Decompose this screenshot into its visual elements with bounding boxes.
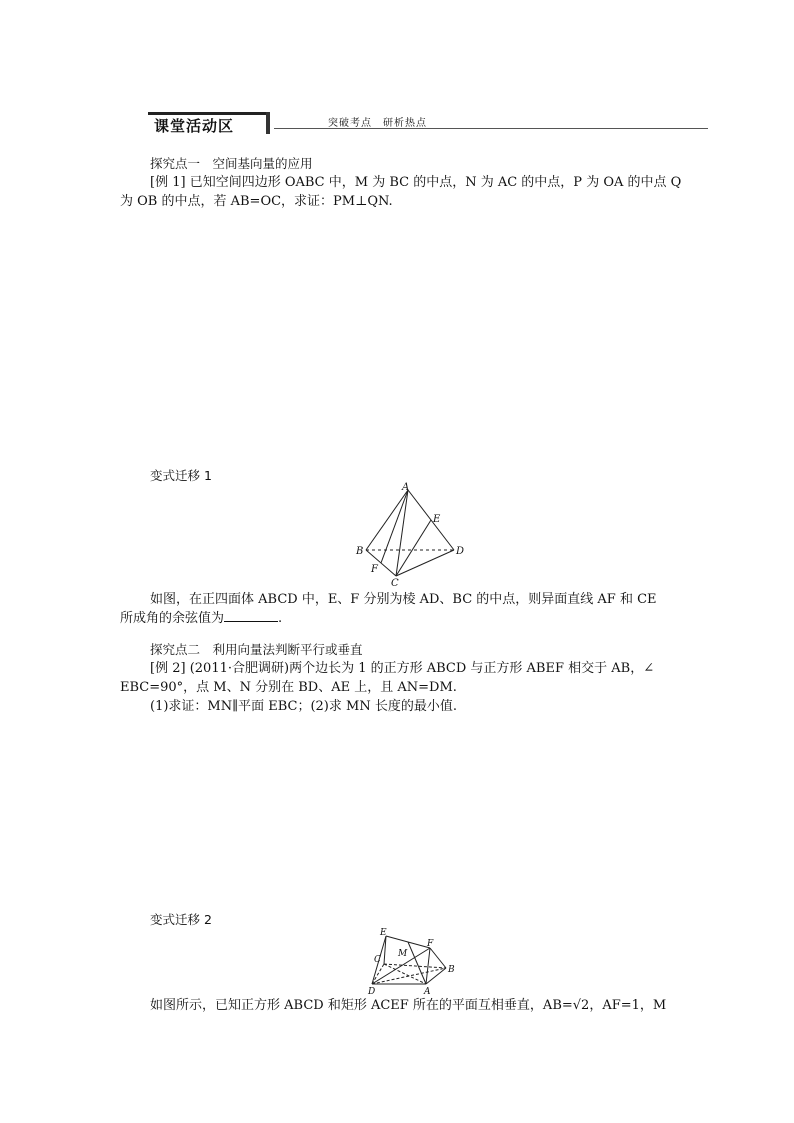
segment-ca (384, 964, 426, 984)
example1-text: 已知空间四边形 OABC 中，M 为 BC 的中点，N 为 AC 的中点，P 为 OA 的中点 Q (189, 175, 682, 190)
edge-ac (396, 490, 408, 576)
example1-line2: 为 OB 的中点，若 AB=OC，求证：PM⊥QN. (120, 194, 393, 209)
tetrahedron-figure (350, 482, 470, 586)
label-b: B (356, 546, 364, 557)
section1-title: 探究点一 空间基向量的应用 (150, 156, 313, 171)
variant1-line2-end: . (278, 611, 283, 626)
label-c: C (374, 955, 381, 965)
header-subtitle: 突破考点 研析热点 (328, 118, 427, 129)
variant2-title: 变式迁移 2 (150, 912, 212, 927)
edge-ab (366, 490, 408, 550)
edge-fa (426, 948, 430, 984)
variant1-title: 变式迁移 1 (150, 468, 212, 483)
header-title: 课堂活动区 (148, 112, 266, 134)
example2-tag: [例 2] (150, 661, 186, 676)
segment-ce (396, 520, 431, 576)
prism-figure (364, 926, 460, 996)
example1-line1 (150, 173, 681, 193)
label-b: B (448, 965, 455, 975)
example1-tag: [例 1] (150, 175, 186, 190)
segment-af (381, 490, 408, 563)
segment-db (372, 968, 446, 984)
label-c: C (391, 578, 399, 586)
label-d: D (456, 546, 465, 557)
example2-text: (2011·合肥调研)两个边长为 1 的正方形 ABCD 与正方形 ABEF 相交于 AB，∠ (189, 661, 655, 676)
header-divider-bar (266, 112, 270, 134)
section2-title: 探究点二 利用向量法判断平行或垂直 (150, 642, 363, 657)
section-header (148, 112, 708, 136)
variant1-line1: 如图，在正四面体 ABCD 中，E、F 分别为棱 AD、BC 的中点，则异面直线 AF 和 CE (150, 592, 657, 607)
example2-line3: (1)求证：MN∥平面 EBC；(2)求 MN 长度的最小值. (150, 699, 457, 714)
label-d: D (368, 987, 376, 996)
label-e: E (380, 928, 387, 938)
edge-ef (386, 936, 430, 948)
answer-blank[interactable] (224, 609, 278, 622)
label-f: F (371, 564, 378, 575)
edge-dc (372, 964, 384, 984)
label-a: A (402, 482, 410, 493)
variant1-line2 (120, 609, 282, 629)
edge-fb (430, 948, 446, 968)
variant1-line2-text: 所成角的余弦值为 (120, 611, 225, 626)
variant2-line1: 如图所示，已知正方形 ABCD 和矩形 ACEF 所在的平面互相垂直，AB=√2，AF=1，M (150, 998, 667, 1013)
label-a: A (424, 987, 431, 996)
label-e: E (433, 514, 441, 525)
label-m: M (398, 949, 408, 959)
edge-cb (384, 964, 446, 968)
label-f: F (427, 939, 434, 949)
example2-line2: EBC=90°，点 M、N 分别在 BD、AE 上，且 AN=DM. (120, 680, 457, 695)
example2-line1 (150, 659, 654, 679)
segment-ma (408, 942, 426, 984)
